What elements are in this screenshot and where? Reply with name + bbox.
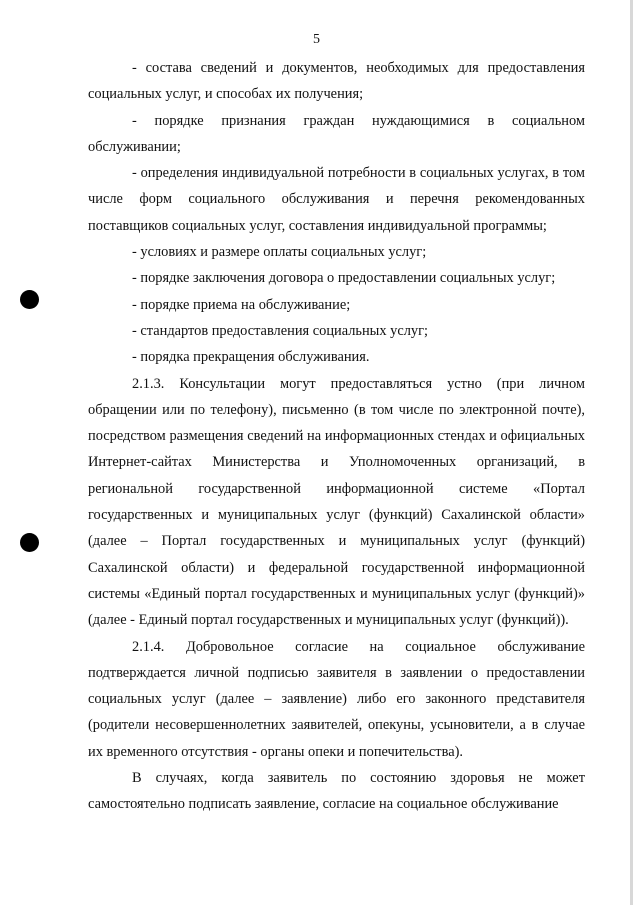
- list-item-payment: - условиях и размере оплаты социальных услуг;: [132, 244, 427, 261]
- section-2-1-3: 2.1.3. Консультации могут предоставляться устно (при личном обращении или по телефону), письменно (в том числе по электронной почте), посредством размещения сведений на информационных стендах и официальных Интернет-сайтах Министерства и Уполномоченных организаций, в региональной государственной информационной системе «Портал государственных и муниципальных услуг (функций) Сахалинской области» (далее – Портал государственных и муниципальных услуг (функций) Сахалинской области) и федеральной государственной информационной системы «Единый портал государственных и муниципальных услуг (функций)» (далее - Единый портал государственных и муниципальных услуг (функций)).: [88, 375, 585, 629]
- binder-hole-bottom: [20, 533, 39, 552]
- list-item-standards: - стандартов предоставления социальных услуг;: [132, 322, 428, 339]
- section-2-1-4: 2.1.4. Добровольное согласие на социальное обслуживание подтверждается личной подписью заявителя в заявлении о предоставлении социальных услуг (далее – заявление) либо его законного представителя (родители несовершеннолетних заявителей, опекуны, усыновители, а в случае их временного отсутствия - органы опеки и попечительства).: [88, 638, 585, 760]
- list-item-contract: - порядке заключения договора о предоставлении социальных услуг;: [132, 270, 556, 287]
- page-number: 5: [313, 32, 320, 47]
- list-item-needs: - определения индивидуальной потребности в социальных услугах, в том числе форм социального обслуживания и перечня рекомендованных поставщиков социальных услуг, составления индивидуальной программы;: [88, 165, 585, 234]
- list-item-recognition: - порядке признания граждан нуждающимися в социальном обслуживании;: [88, 112, 585, 155]
- binder-hole-top: [20, 290, 39, 309]
- document-body: [88, 55, 585, 818]
- list-item-admission: - порядке приема на обслуживание;: [132, 296, 351, 313]
- list-item-termination: - порядка прекращения обслуживания.: [132, 349, 370, 366]
- paragraph-consent-cases: В случаях, когда заявитель по состоянию здоровья не может самостоятельно подписать заявление, согласие на социальное обслуживание: [88, 770, 585, 813]
- list-item-documents: - состава сведений и документов, необходимых для предоставления социальных услуг, и способах их получения;: [88, 60, 585, 103]
